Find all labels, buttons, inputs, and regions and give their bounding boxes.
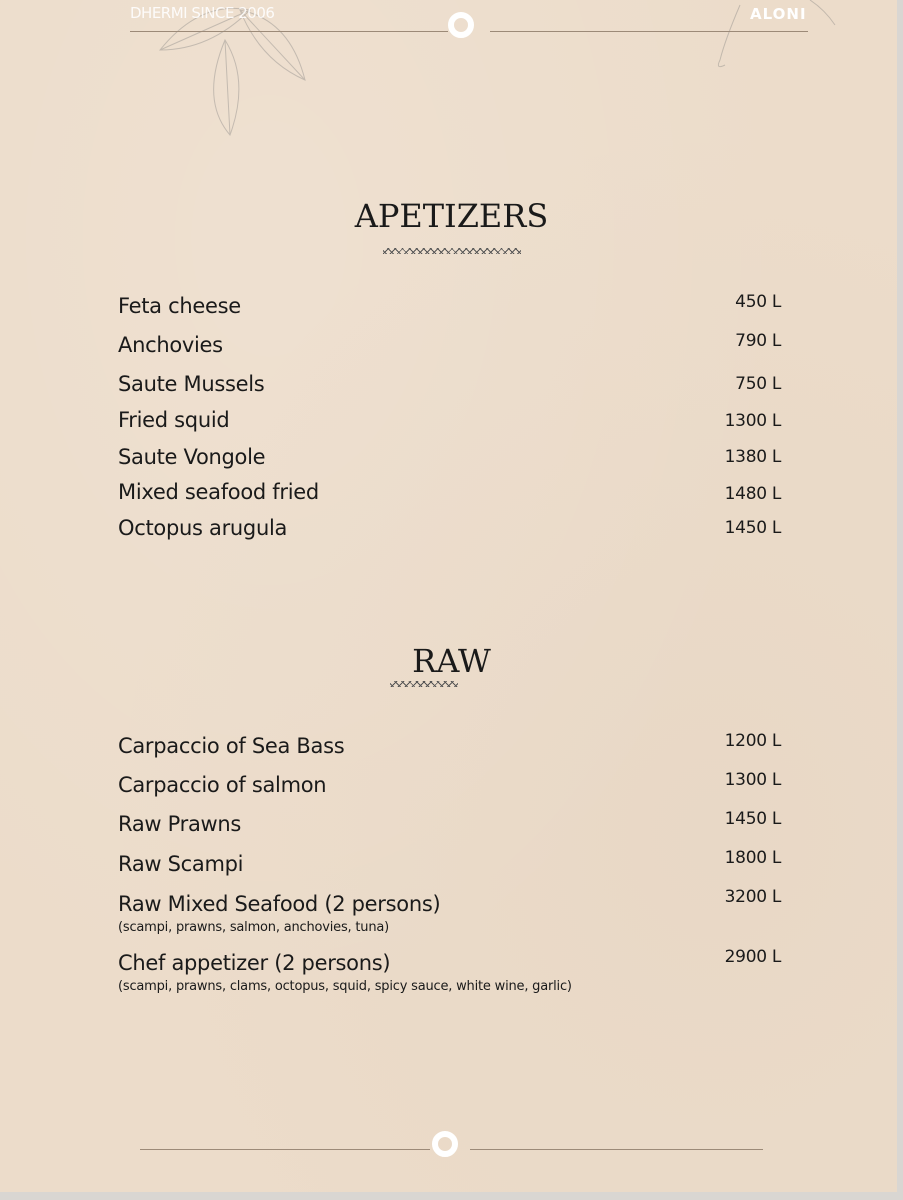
zigzag-divider — [390, 681, 458, 687]
header-divider — [490, 31, 808, 32]
menu-item-price: 1800 L — [724, 848, 781, 868]
menu-item-price: 1380 L — [724, 447, 781, 467]
menu-item-price: 2900 L — [724, 947, 781, 967]
menu-item-price: 750 L — [735, 374, 781, 394]
menu-item-name: Fried squid — [118, 408, 230, 432]
menu-item-price: 1300 L — [724, 770, 781, 790]
menu-item-name: Mixed seafood fried — [118, 480, 319, 504]
menu-item-name: Chef appetizer (2 persons) — [118, 951, 391, 975]
section-title: APETIZERS — [354, 197, 549, 235]
menu-item-name: Saute Vongole — [118, 445, 266, 469]
menu-item-name: Carpaccio of Sea Bass — [118, 734, 345, 758]
target-ornament-icon — [432, 1131, 458, 1157]
menu-item-name: Feta cheese — [118, 294, 241, 318]
menu-item-name: Raw Prawns — [118, 812, 242, 836]
section-title: RAW — [412, 642, 491, 680]
menu-item-price: 1480 L — [724, 484, 781, 504]
zigzag-divider — [383, 248, 521, 254]
brand-tagline: DHERMI SINCE 2006 — [130, 4, 275, 22]
menu-item-price: 790 L — [735, 331, 781, 351]
menu-item-description: (scampi, prawns, clams, octopus, squid, spicy sauce, white wine, garlic) — [118, 979, 572, 994]
menu-item-name: Raw Scampi — [118, 852, 244, 876]
menu-item-name: Octopus arugula — [118, 516, 288, 540]
menu-item-price: 1300 L — [724, 411, 781, 431]
footer-divider — [470, 1149, 763, 1150]
menu-item-price: 450 L — [735, 292, 781, 312]
menu-item-name: Carpaccio of salmon — [118, 773, 327, 797]
menu-item-price: 3200 L — [724, 887, 781, 907]
menu-item-price: 1450 L — [724, 809, 781, 829]
menu-item-price: 1200 L — [724, 731, 781, 751]
menu-item-price: 1450 L — [724, 518, 781, 538]
menu-item-name: Anchovies — [118, 333, 223, 357]
menu-item-name: Saute Mussels — [118, 372, 265, 396]
menu-item-description: (scampi, prawns, salmon, anchovies, tuna) — [118, 920, 389, 935]
header-divider — [130, 31, 448, 32]
menu-item-name: Raw Mixed Seafood (2 persons) — [118, 892, 441, 916]
footer-divider — [140, 1149, 430, 1150]
target-ornament-icon — [448, 12, 474, 38]
restaurant-logo: ALONI — [750, 5, 807, 23]
